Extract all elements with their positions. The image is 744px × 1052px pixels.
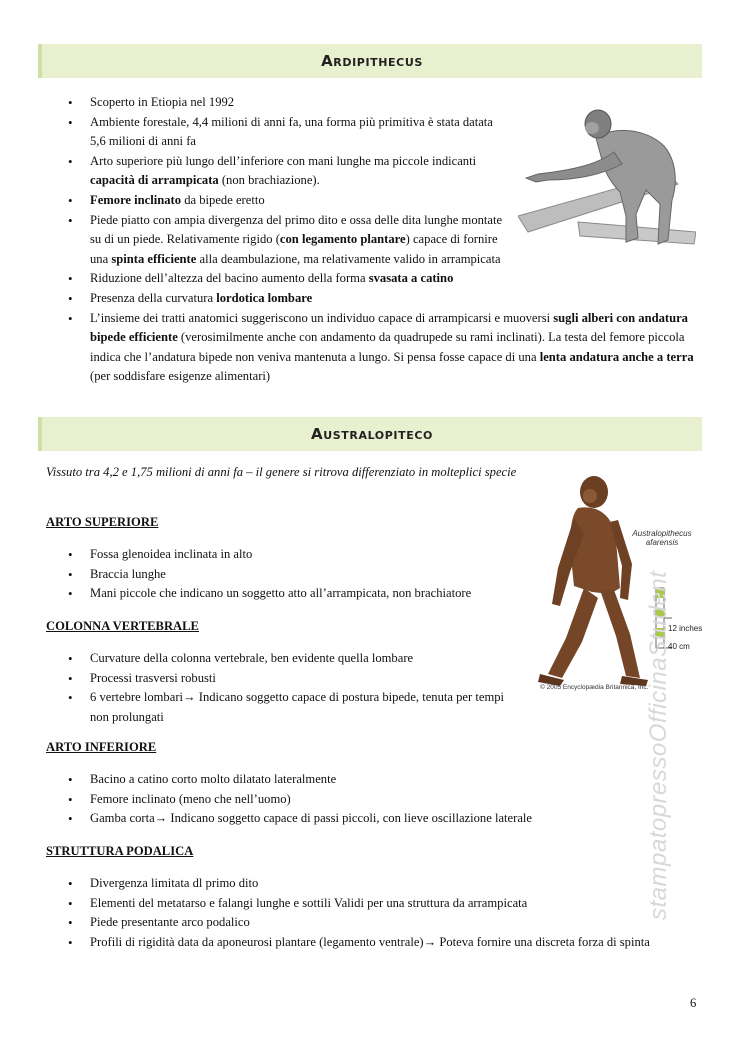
ardipithecus-illustration bbox=[518, 104, 696, 252]
list-item: • Mani piccole che indicano un soggetto atto all’arrampicata, non brachiatore bbox=[68, 584, 528, 604]
list-item: • Arto superiore più lungo dell’inferiore con mani lunghe ma piccole indicanti capacità di arrampicata (non brachiazione). bbox=[68, 152, 510, 191]
subsection-heading: COLONNA VERTEBRALE bbox=[46, 619, 199, 633]
australopithecus-illustration bbox=[530, 468, 708, 696]
list-item: • Piede presentante arco podalico bbox=[68, 913, 690, 933]
list-item: • Elementi del metatarso e falangi lunghe e sottili Validi per una struttura da arrampicata bbox=[68, 894, 690, 914]
list-item: • Braccia lunghe bbox=[68, 565, 528, 585]
figure-species-label bbox=[622, 529, 702, 547]
watermark-text: stampatopressoOfficinaStudent bbox=[645, 570, 672, 920]
arto-superiore-list bbox=[68, 545, 528, 604]
page-number: 6 bbox=[690, 996, 697, 1010]
section-intro: Vissuto tra 4,2 e 1,75 milioni di anni fa – il genere si ritrova differenziato in molteplici specie bbox=[46, 465, 517, 479]
list-item: • Bacino a catino corto molto dilatato lateralmente bbox=[68, 770, 688, 790]
scale-label-inches: 12 inches bbox=[668, 624, 703, 633]
species-name: Australopithecus bbox=[632, 529, 692, 538]
colonna-vertebrale-list bbox=[68, 649, 518, 727]
list-item: • Riduzione dell’altezza del bacino aumento della forma svasata a catino bbox=[68, 269, 700, 289]
list-item: • Processi trasversi robusti bbox=[68, 669, 518, 689]
section-title: Australopiteco bbox=[311, 425, 433, 443]
scale-label-cm: 40 cm bbox=[668, 642, 690, 651]
list-item: • Profili di rigidità data da aponeurosi plantare (legamento ventrale)→ Poteva fornire una discreta forza di spinta bbox=[68, 933, 690, 953]
list-item: • Femore inclinato da bipede eretto bbox=[68, 191, 510, 211]
list-item: • Scoperto in Etiopia nel 1992 bbox=[68, 93, 510, 113]
subsection-heading: ARTO INFERIORE bbox=[46, 740, 157, 754]
list-item: • 6 vertebre lombari→ Indicano soggetto capace di postura bipede, tenuta per tempi non prolungati bbox=[68, 688, 518, 727]
list-item: • L’insieme dei tratti anatomici suggeriscono un individuo capace di arrampicarsi e muoversi sugli alberi con andatura bipede efficiente (verosimilmente anche con andamento da quadrupede su rami inclinati). La testa del femore piccola indica che l’andatura bipede non veniva mantenuta a lungo. Si pensa fosse capace di una lenta andatura anche a terra (per soddisfare esigenze alimentari) bbox=[68, 309, 712, 387]
struttura-podalica-list bbox=[68, 874, 690, 952]
list-item: • Divergenza limitata dl primo dito bbox=[68, 874, 690, 894]
subsection-heading: STRUTTURA PODALICA bbox=[46, 844, 194, 858]
species-epithet: afarensis bbox=[645, 538, 679, 547]
list-item: • Gamba corta→ Indicano soggetto capace di passi piccoli, con lieve oscillazione laterale bbox=[68, 809, 688, 829]
list-item: • Piede piatto con ampia divergenza del primo dito e ossa delle dita lunghe montate su di un piede. Relativamente rigido (con legamento plantare) capace di fornire una spinta efficiente alla deambulazione, ma relativamente valido in arrampicata bbox=[68, 211, 510, 270]
list-item: • Fossa glenoidea inclinata in alto bbox=[68, 545, 528, 565]
list-item: • Femore inclinato (meno che nell’uomo) bbox=[68, 790, 688, 810]
subsection-heading: ARTO SUPERIORE bbox=[46, 515, 159, 529]
section-header-ardipithecus bbox=[38, 44, 702, 78]
list-item: • Ambiente forestale, 4,4 milioni di anni fa, una forma più primitiva è stata datata 5,6 milioni di anni fa bbox=[68, 113, 510, 152]
section-header-australopiteco bbox=[38, 417, 702, 451]
figure-copyright: © 2005 Encyclopædia Britannica, Inc. bbox=[540, 684, 649, 691]
list-item: • Presenza della curvatura lordotica lombare bbox=[68, 289, 700, 309]
arto-inferiore-list bbox=[68, 770, 688, 829]
section-title: Ardipithecus bbox=[321, 52, 423, 70]
list-item: • Curvature della colonna vertebrale, ben evidente quella lombare bbox=[68, 649, 518, 669]
